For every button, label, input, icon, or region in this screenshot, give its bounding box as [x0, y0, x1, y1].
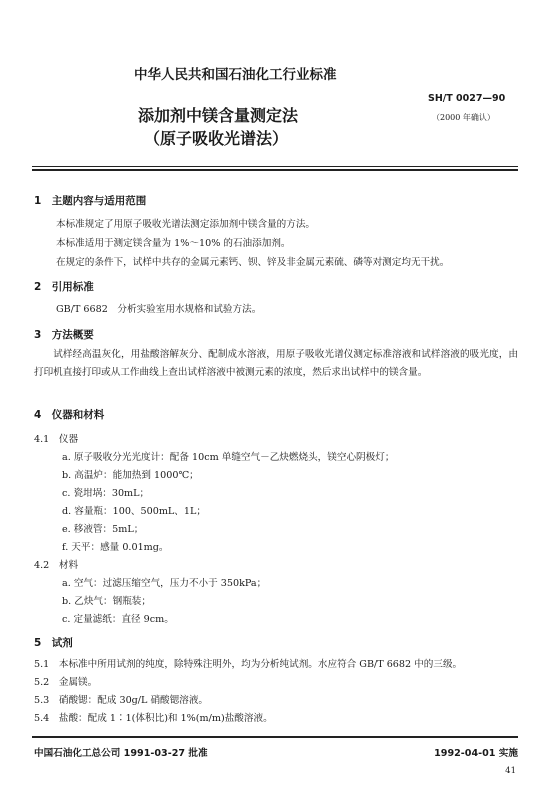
subsection-4-1-heading: 4.1 仪器 — [34, 434, 79, 445]
reagent-item: 5.4 盐酸：配成 1∶1(体积比)和 1%(m/m)盐酸溶液。 — [34, 713, 273, 724]
section-1-para-2: 本标准适用于测定镁含量为 1%～10% 的石油添加剂。 — [56, 238, 291, 249]
reagent-item: 5.2 金属镁。 — [34, 677, 98, 688]
section-4-heading: 4 仪器和材料 — [34, 409, 105, 421]
apparatus-item: f. 天平：感量 0.01mg。 — [62, 542, 169, 553]
standard-number: SH/T 0027—90 — [428, 93, 506, 104]
apparatus-item: a. 原子吸收分光光度计：配备 10cm 单缝空气－乙炔燃烧头，镁空心阴极灯； — [62, 452, 395, 463]
section-3-heading: 3 方法概要 — [34, 329, 94, 341]
page-number: 41 — [505, 766, 516, 776]
material-item: a. 空气：过滤压缩空气，压力不小于 350kPa； — [62, 578, 267, 589]
effective-date: 1992-04-01 实施 — [434, 748, 518, 759]
section-1-heading: 1 主题内容与适用范围 — [34, 195, 147, 207]
confirmation-note: （2000 年确认） — [432, 113, 495, 122]
section-5-heading: 5 试剂 — [34, 637, 73, 649]
apparatus-item: e. 移液管：5mL； — [62, 524, 144, 535]
method-summary-paragraph: 试样经高温灰化，用盐酸溶解灰分、配制成水溶液，用原子吸收光谱仪测定标准溶液和试样溶液的吸光度，由打印机直接打印或从工作曲线上查出试样溶液中被测元素的浓度，然后求出试样中的镁含量。 — [34, 349, 518, 378]
apparatus-item: d. 容量瓶：100、500mL、1L； — [62, 506, 206, 517]
apparatus-item: c. 瓷坩埚：30mL； — [62, 488, 150, 499]
section-1-para-3: 在规定的条件下，试样中共存的金属元素钙、钡、锌及非金属元素硫、磷等对测定均无干扰。 — [56, 257, 450, 268]
material-item: c. 定量滤纸：直径 9cm。 — [62, 614, 174, 625]
section-1-para-1: 本标准规定了用原子吸收光谱法测定添加剂中镁含量的方法。 — [56, 219, 316, 230]
material-item: b. 乙炔气：钢瓶装； — [62, 596, 151, 607]
document-subtitle: （原子吸收光谱法） — [144, 129, 289, 148]
referenced-standard: GB/T 6682 分析实验室用水规格和试验方法。 — [56, 304, 262, 315]
approval-line: 中国石油化工总公司 1991-03-27 批准 — [34, 748, 208, 759]
header-rule-thick — [32, 169, 518, 171]
section-2-heading: 2 引用标准 — [34, 281, 94, 293]
issuing-standard-label: 中华人民共和国石油化工行业标准 — [134, 67, 337, 83]
document-title: 添加剂中镁含量测定法 — [138, 106, 299, 125]
footer-rule — [32, 736, 518, 738]
header-rule-thin — [32, 166, 518, 167]
reagent-item: 5.3 硝酸锶：配成 30g/L 硝酸锶溶液。 — [34, 695, 209, 706]
apparatus-item: b. 高温炉：能加热到 1000℃； — [62, 470, 199, 481]
subsection-4-2-heading: 4.2 材料 — [34, 560, 79, 571]
reagent-item: 5.1 本标准中所用试剂的纯度，除特殊注明外，均为分析纯试剂。水应符合 GB/T 6682 中的三级。 — [34, 659, 463, 670]
